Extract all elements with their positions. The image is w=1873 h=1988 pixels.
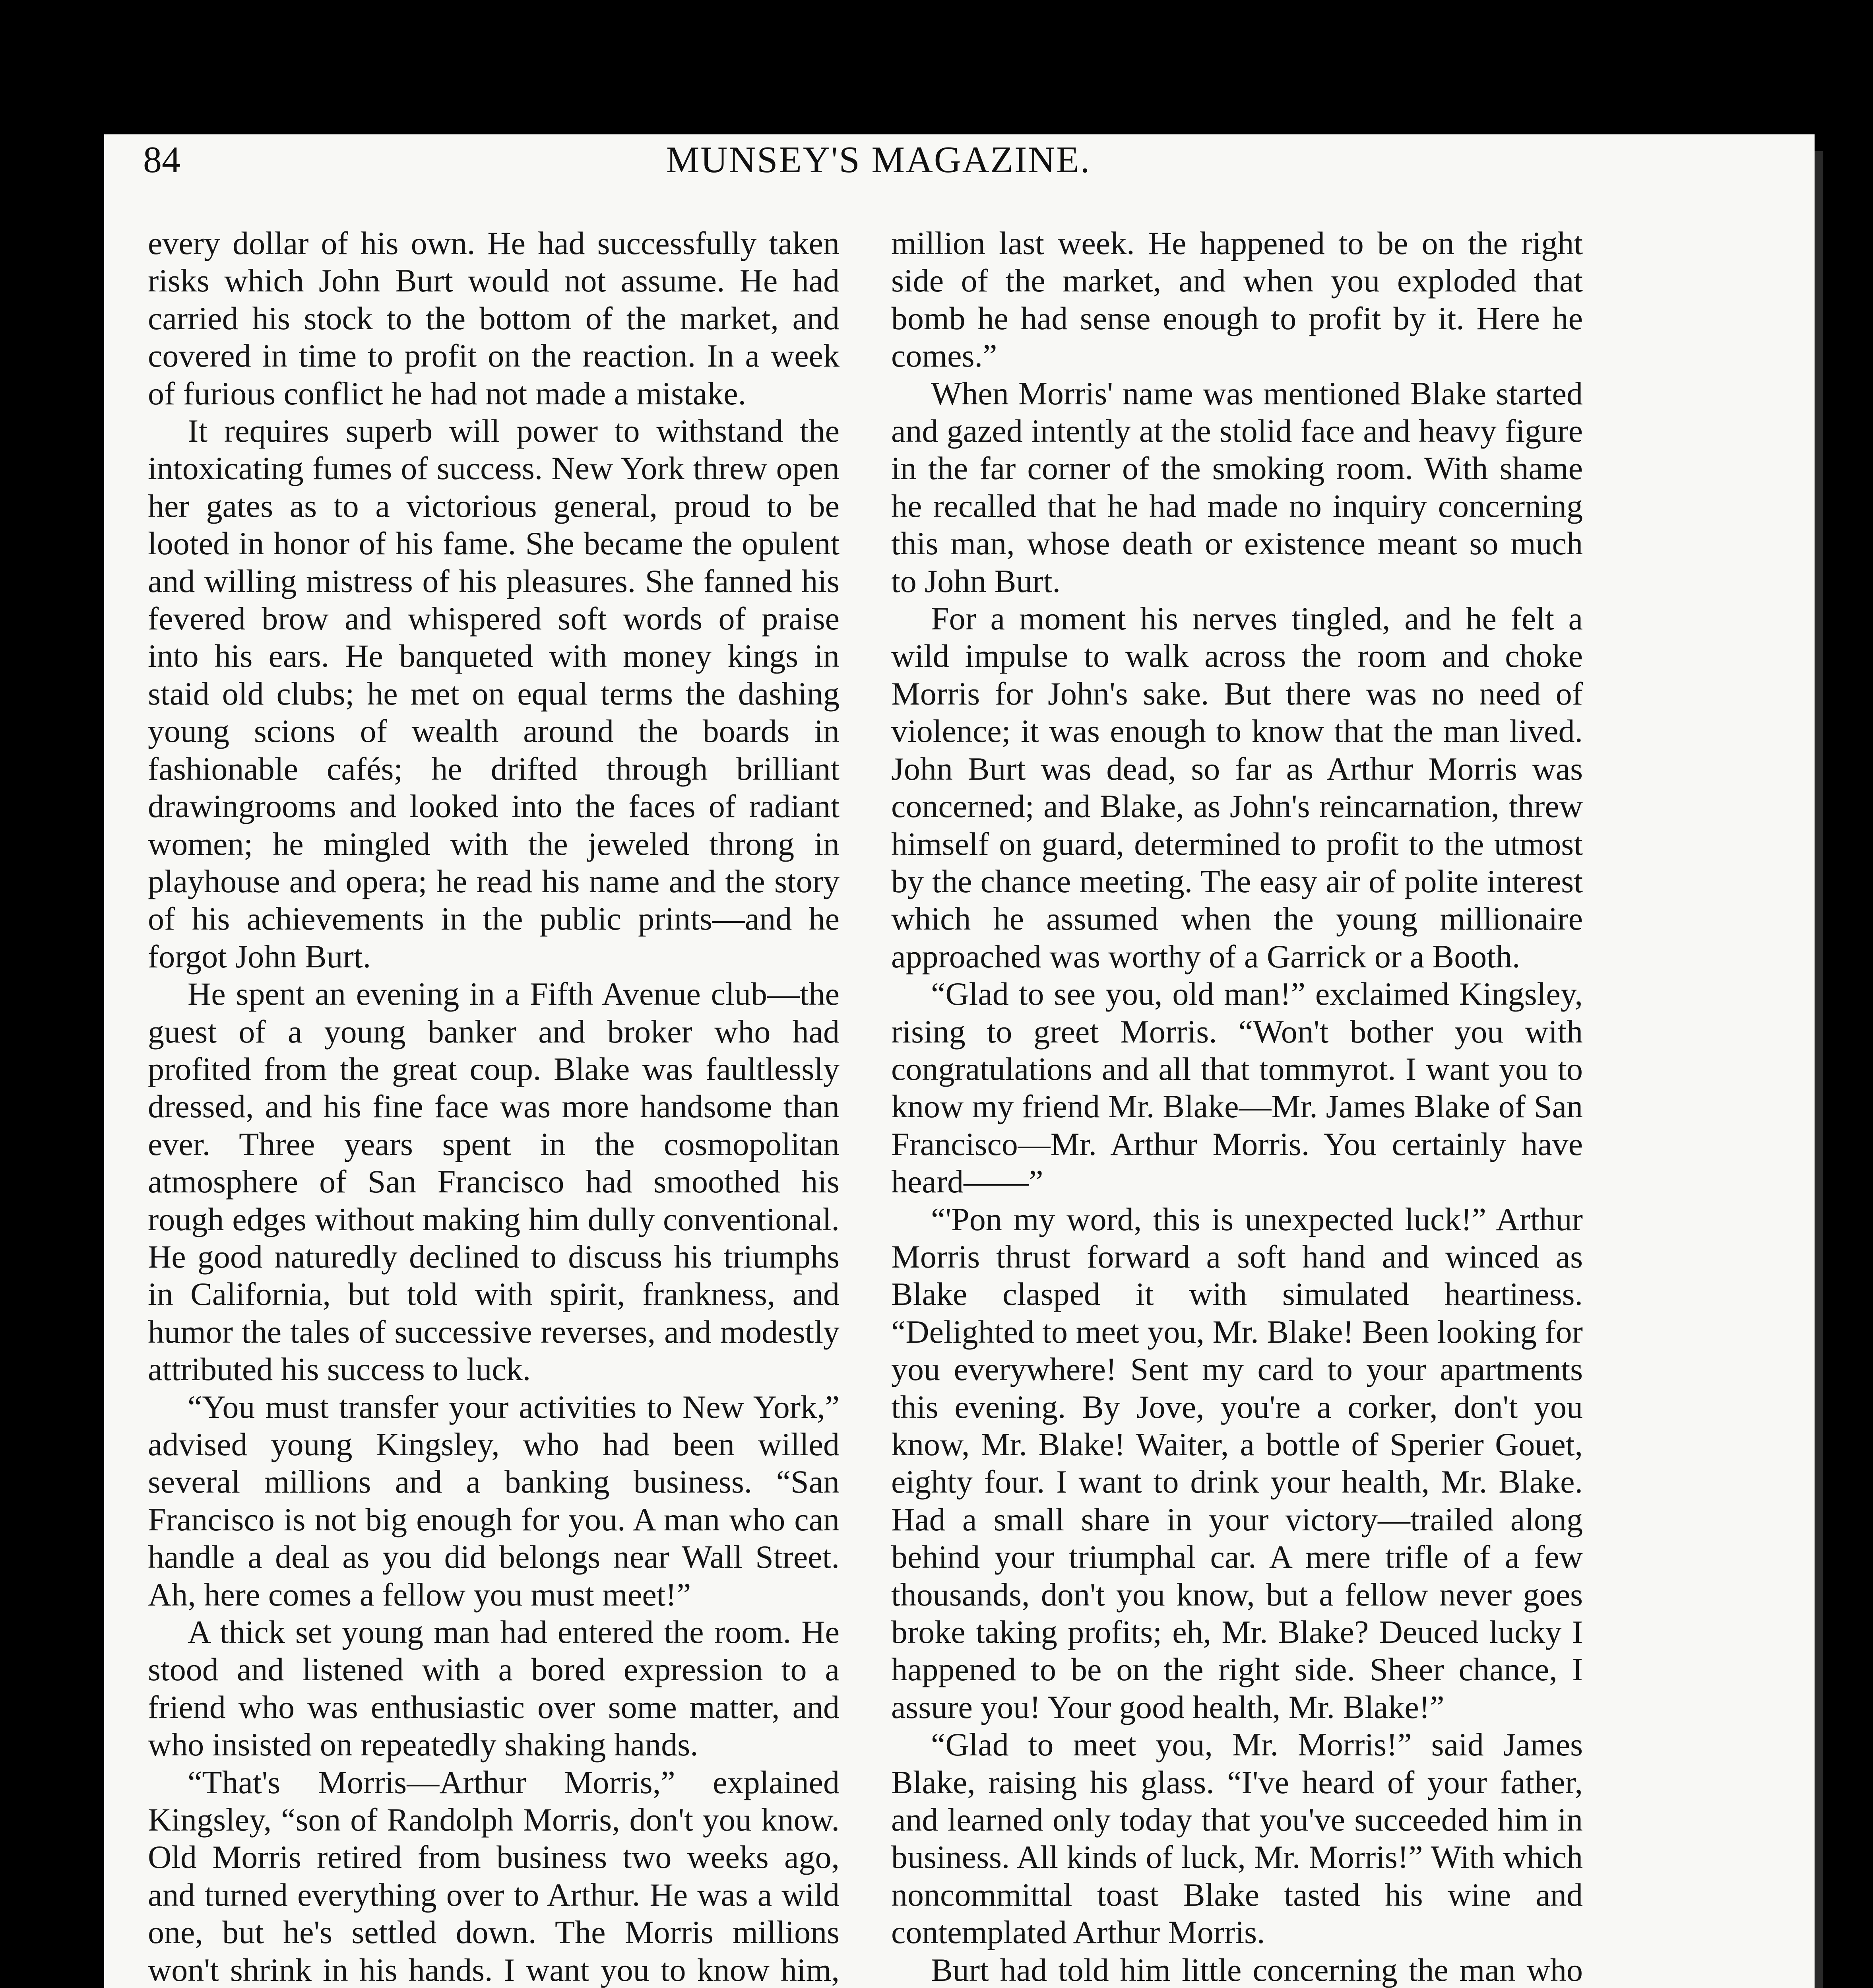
paragraph: He spent an evening in a Fifth Avenue club—the guest of a young banker and broker who had profited from the great coup. Blake was faultlessly dressed, and his fine face was more handsome than ever. Three years spent in the cosmopolitan atmosphere of San Francisco had smoothed his rough edges without making him dully conventional. He good naturedly declined to discuss his triumphs in California, but told with spirit, frankness, and humor the tales of successive reverses, and modestly attributed his success to luck.: [148, 976, 840, 1388]
paragraph: For a moment his nerves tingled, and he felt a wild impulse to walk across the room and choke Morris for John's sake. But there was no need of violence; it was enough to know that the man lived. John Burt was dead, so far as Arthur Morris was concerned; and Blake, as John's reincarnation, threw himself on guard, determined to profit to the utmost by the chance meeting. The easy air of polite interest which he assumed when the young millionaire approached was worthy of a Garrick or a Booth.: [891, 600, 1583, 975]
paragraph: “You must transfer your activities to New York,” advised young Kingsley, who had been willed several millions and a banking business. “San Francisco is not big enough for you. A man who can handle a deal as you did belongs near Wall Street. Ah, here comes a fellow you must meet!”: [148, 1388, 840, 1613]
left-column: [148, 225, 840, 1988]
right-column: [891, 225, 1583, 1988]
running-title: MUNSEY'S MAGAZINE.: [666, 139, 1091, 181]
paragraph: “Glad to meet you, Mr. Morris!” said James Blake, raising his glass. “I've heard of your father, and learned only today that you've succeeded him in business. All kinds of luck, Mr. Morris!” With which noncommittal toast Blake tasted his wine and contemplated Arthur Morris.: [891, 1726, 1583, 1951]
paragraph: every dollar of his own. He had successfully taken risks which John Burt would not assume. He had carried his stock to the bottom of the market, and covered in time to profit on the reaction. In a week of furious conflict he had not made a mistake.: [148, 225, 840, 412]
paragraph: It requires superb will power to withstand the intoxicating fumes of success. New York threw open her gates as to a victorious general, proud to be looted in honor of his fame. She became the opulent and willing mistress of his pleasures. She fanned his fevered brow and whispered soft words of praise into his ears. He banqueted with money kings in staid old clubs; he met on equal terms the dashing young scions of wealth around the boards in fashionable cafés; he drifted through brilliant drawingrooms and looked into the faces of radiant women; he mingled with the jeweled throng in playhouse and opera; he read his name and the story of his achievements in the public prints—and he forgot John Burt.: [148, 413, 840, 975]
paragraph: “Glad to see you, old man!” exclaimed Kingsley, rising to greet Morris. “Won't bother you with congratulations and all that tommyrot. I want you to know my friend Mr. Blake—Mr. James Blake of San Francisco—Mr. Arthur Morris. You certainly have heard——”: [891, 976, 1583, 1200]
paragraph: “That's Morris—Arthur Morris,” explained Kingsley, “son of Randolph Morris, don't you know. Old Morris retired from business two weeks ago, and turned everything over to Arthur. He was a wild one, but he's settled down. The Morris millions won't shrink in his hands. I want you to know him,: [148, 1764, 840, 1988]
paragraph: A thick set young man had entered the room. He stood and listened with a bored expression to a friend who was enthusiastic over some matter, and who insisted on repeatedly shaking hands.: [148, 1614, 840, 1763]
paragraph: million last week. He happened to be on the right side of the market, and when you exploded that bomb he had sense enough to profit by it. Here he comes.”: [891, 225, 1583, 374]
page-spine-shadow: [1815, 151, 1823, 1988]
paragraph: When Morris' name was mentioned Blake started and gazed intently at the stolid face and heavy figure in the far corner of the smoking room. With shame he recalled that he had made no inquiry concerning this man, whose death or existence meant so much to John Burt.: [891, 375, 1583, 599]
paragraph: “'Pon my word, this is unexpected luck!” Arthur Morris thrust forward a soft hand and winced as Blake clasped it with simulated heartiness. “Delighted to meet you, Mr. Blake! Been looking for you everywhere! Sent my card to your apartments this evening. By Jove, you're a corker, don't you know, Mr. Blake! Waiter, a bottle of Sperier Gouet, eighty four. I want to drink your health, Mr. Blake. Had a small share in your victory—trailed along behind your triumphal car. A mere trifle of a few thousands, don't you know, but a fellow never goes broke taking profits; eh, Mr. Blake? Deuced lucky I happened to be on the right side. Sheer chance, I assure you! Your good health, Mr. Blake!”: [891, 1201, 1583, 1725]
page-header: [143, 138, 1614, 182]
page-number: 84: [143, 139, 180, 181]
paragraph: Burt had told him little concerning the man who: [931, 1951, 1583, 1988]
